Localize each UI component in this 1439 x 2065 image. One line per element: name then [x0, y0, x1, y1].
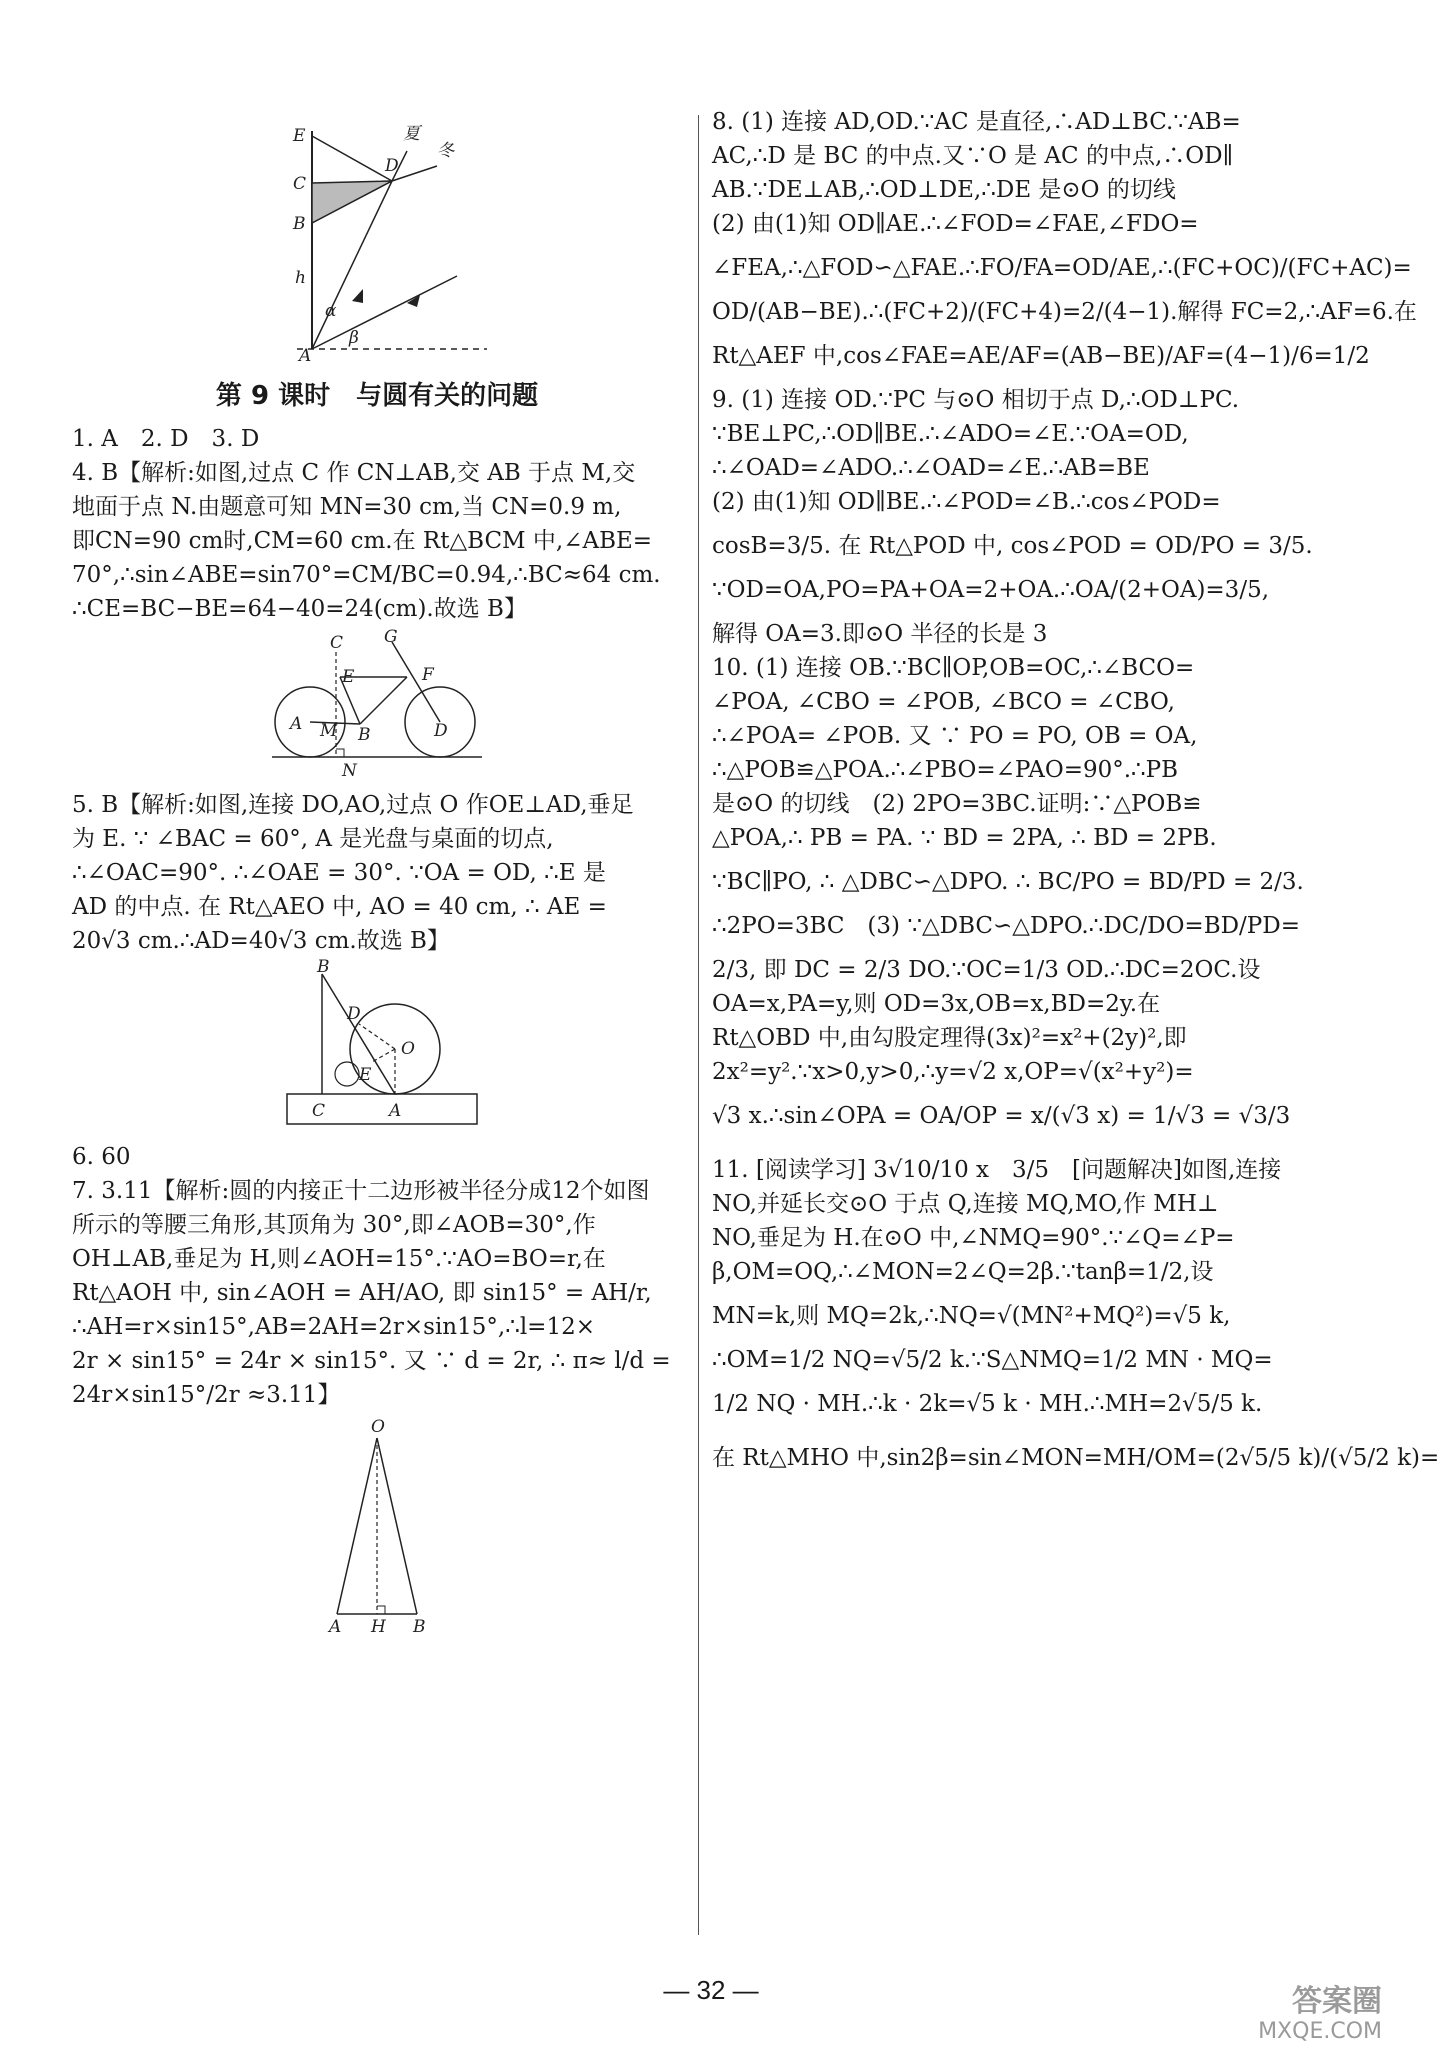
answer-line: 即CN=90 cm时,CM=60 cm.在 Rt△BCM 中,∠ABE= — [72, 528, 653, 554]
answer-line: 9. (1) 连接 OD.∵PC 与⊙O 相切于点 D,∴OD⊥PC. — [712, 387, 1240, 413]
answer-line: 24r×sin15°/2r ≈3.11】 — [72, 1382, 341, 1408]
column-divider — [698, 115, 699, 1935]
answer-line: AB.∵DE⊥AB,∴OD⊥DE,∴DE 是⊙O 的切线 — [712, 177, 1176, 203]
fig1-label-summer: 夏 — [403, 124, 420, 144]
fig3-label-E: E — [359, 1065, 372, 1085]
answer-line: NO,垂足为 H.在⊙O 中,∠NMQ=90°.∵∠Q=∠P= — [712, 1225, 1235, 1251]
fig1-label-D: D — [385, 156, 399, 176]
answer-line: 地面于点 N.由题意可知 MN=30 cm,当 CN=0.9 m, — [72, 494, 622, 520]
fig3-label-C: C — [312, 1101, 326, 1121]
answer-line: 解得 OA=3.即⊙O 半径的长是 3 — [712, 621, 1048, 647]
answer-line: 是⊙O 的切线 (2) 2PO=3BC.证明:∵△POB≌ — [712, 791, 1202, 817]
answer-line: 11. [阅读学习] 3√10/10 x 3/5 [问题解决]如图,连接 — [712, 1157, 1282, 1183]
answer-line: 4. B【解析:如图,过点 C 作 CN⊥AB,交 AB 于点 M,交 — [72, 460, 636, 486]
answer-line: 所示的等腰三角形,其顶角为 30°,即∠AOB=30°,作 — [72, 1212, 596, 1238]
fig4-label-A: A — [329, 1617, 342, 1637]
answer-line: OA=x,PA=y,则 OD=3x,OB=x,BD=2y.在 — [712, 991, 1161, 1017]
answer-line: ∵BC∥PO, ∴ △DBC∽△DPO. ∴ BC/PO = BD/PD = 2/3. — [712, 869, 1304, 895]
answer-line: ∴△POB≌△POA.∴∠PBO=∠PAO=90°.∴PB — [712, 757, 1179, 783]
fig1-label-B: B — [293, 214, 306, 234]
answer-line: 2r × sin15° = 24r × sin15°. 又 ∵ d = 2r, ∴ π≈ l/d = — [72, 1348, 671, 1374]
answer-line: OH⊥AB,垂足为 H,则∠AOH=15°.∵AO=BO=r,在 — [72, 1246, 606, 1272]
figure-bicycle — [262, 627, 492, 782]
fig2-label-M: M — [320, 721, 338, 741]
answer-line: (2) 由(1)知 OD∥AE.∴∠FOD=∠FAE,∠FDO= — [712, 211, 1199, 237]
fig1-label-h: h — [295, 268, 306, 288]
answer-line: β,OM=OQ,∴∠MON=2∠Q=2β.∵tanβ=1/2,设 — [712, 1259, 1214, 1285]
answer-line: 10. (1) 连接 OB.∵BC∥OP,OB=OC,∴∠BCO= — [712, 655, 1195, 681]
answer-line: Rt△AEF 中,cos∠FAE=AE/AF=(AB−BE)/AF=(4−1)/6=1/2 — [712, 343, 1370, 369]
answer-line: 2x²=y².∵x>0,y>0,∴y=√2 x,OP=√(x²+y²)= — [712, 1059, 1194, 1085]
answer-line: cosB=3/5. 在 Rt△POD 中, cos∠POD = OD/PO = 3/5. — [712, 533, 1313, 559]
answer-line: 1/2 NQ · MH.∴k · 2k=√5 k · MH.∴MH=2√5/5 k. — [712, 1391, 1263, 1417]
answer-line: ∴AH=r×sin15°,AB=2AH=2r×sin15°,∴l=12× — [72, 1314, 595, 1340]
figure-isosceles-triangle — [307, 1418, 447, 1638]
watermark-title: 答案圈 — [1292, 1984, 1382, 2019]
answer-line: 70°,∴sin∠ABE=sin70°=CM/BC=0.94,∴BC≈64 cm. — [72, 562, 661, 588]
figure-sun-angle — [257, 111, 497, 366]
answer-line: Rt△OBD 中,由勾股定理得(3x)²=x²+(2y)²,即 — [712, 1025, 1187, 1051]
answer-line: 8. (1) 连接 AD,OD.∵AC 是直径,∴AD⊥BC.∵AB= — [712, 109, 1241, 135]
watermark-url: MXQE.COM — [1258, 2019, 1382, 2044]
right-column — [712, 105, 1439, 1475]
fig4-label-B: B — [413, 1617, 426, 1637]
answer-line: √3 x.∴sin∠OPA = OA/OP = x/(√3 x) = 1/√3 = √3/3 — [712, 1103, 1291, 1129]
fig2-label-A: A — [290, 714, 303, 734]
fig2-label-C: C — [330, 633, 344, 653]
fig1-label-winter: 冬 — [437, 141, 454, 161]
fig3-label-B: B — [317, 957, 330, 977]
answer-line: ∠FEA,∴△FOD∽△FAE.∴FO/FA=OD/AE,∴(FC+OC)/(FC+AC)= — [712, 255, 1412, 281]
fig2-label-N: N — [342, 761, 357, 781]
answer-line: ∠POA, ∠CBO = ∠POB, ∠BCO = ∠CBO, — [712, 689, 1175, 715]
answer-line: 2/3, 即 DC = 2/3 DO.∵OC=1/3 OD.∴DC=2OC.设 — [712, 957, 1261, 983]
page-number: — 32 — — [663, 1975, 759, 2005]
answer-line: (2) 由(1)知 OD∥BE.∴∠POD=∠B.∴cos∠POD= — [712, 489, 1221, 515]
answer-line: MN=k,则 MQ=2k,∴NQ=√(MN²+MQ²)=√5 k, — [712, 1303, 1231, 1329]
answer-line: NO,并延长交⊙O 于点 Q,连接 MQ,MO,作 MH⊥ — [712, 1191, 1219, 1217]
watermark-logo — [1258, 1984, 1382, 2047]
answer-line: △POA,∴ PB = PA. ∵ BD = 2PA, ∴ BD = 2PB. — [712, 825, 1217, 851]
answer-line: ∵OD=OA,PO=PA+OA=2+OA.∴OA/(2+OA)=3/5, — [712, 577, 1270, 603]
fig2-label-F: F — [422, 665, 434, 685]
answer-line: 为 E. ∵ ∠BAC = 60°, A 是光盘与桌面的切点, — [72, 826, 554, 852]
fig2-label-D: D — [434, 721, 448, 741]
answer-line: 1. A 2. D 3. D — [72, 426, 260, 452]
section-title: 第 9 课时 与圆有关的问题 — [215, 381, 539, 411]
answer-line: ∴∠OAD=∠ADO.∴∠OAD=∠E.∴AB=BE — [712, 455, 1150, 481]
answer-line: ∴OM=1/2 NQ=√5/2 k.∵S△NMQ=1/2 MN · MQ= — [712, 1347, 1273, 1373]
fig2-label-E: E — [342, 667, 355, 687]
figure-disc-on-table — [267, 957, 487, 1134]
fig4-label-O: O — [371, 1417, 385, 1437]
answer-line: AD 的中点. 在 Rt△AEO 中, AO = 40 cm, ∴ AE = — [72, 894, 607, 920]
fig1-label-C: C — [293, 174, 307, 194]
answer-line: ∴∠POA= ∠POB. 又 ∵ PO = PO, OB = OA, — [712, 723, 1198, 749]
answer-line: OD/(AB−BE).∴(FC+2)/(FC+4)=2/(4−1).解得 FC=2,∴AF=6.在 — [712, 299, 1417, 325]
fig1-label-E: E — [293, 126, 306, 146]
fig2-label-B: B — [358, 725, 371, 745]
answer-line: 20√3 cm.∴AD=40√3 cm.故选 B】 — [72, 928, 450, 954]
answer-line: Rt△AOH 中, sin∠AOH = AH/AO, 即 sin15° = AH/r, — [72, 1280, 652, 1306]
fig2-label-G: G — [384, 627, 398, 647]
answer-line: 7. 3.11【解析:圆的内接正十二边形被半径分成12个如图 — [72, 1178, 650, 1204]
left-column — [72, 105, 682, 1644]
answer-line: 6. 60 — [72, 1144, 131, 1170]
fig1-label-beta: β — [349, 328, 359, 348]
fig3-label-O: O — [401, 1039, 415, 1059]
fig1-label-alpha: α — [325, 301, 337, 321]
answer-line: ∵BE⊥PC,∴OD∥BE.∴∠ADO=∠E.∵OA=OD, — [712, 421, 1189, 447]
fig1-label-A: A — [299, 346, 312, 366]
fig3-label-A: A — [389, 1101, 402, 1121]
answer-line: ∴∠OAC=90°. ∴∠OAE = 30°. ∵OA = OD, ∴E 是 — [72, 860, 606, 886]
fig3-label-D: D — [347, 1004, 361, 1024]
answer-line: AC,∴D 是 BC 的中点.又∵O 是 AC 的中点,∴OD∥ — [712, 143, 1234, 169]
answer-line: ∴CE=BC−BE=64−40=24(cm).故选 B】 — [72, 596, 527, 622]
answer-line: 5. B【解析:如图,连接 DO,AO,过点 O 作OE⊥AD,垂足 — [72, 792, 634, 818]
fig4-label-H: H — [371, 1617, 386, 1637]
answer-line: 在 Rt△MHO 中,sin2β=sin∠MON=MH/OM=(2√5/5 k)/(√5/2 k)= — [712, 1445, 1439, 1471]
answer-line: ∴2PO=3BC (3) ∵△DBC∽△DPO.∴DC/DO=BD/PD= — [712, 913, 1300, 939]
